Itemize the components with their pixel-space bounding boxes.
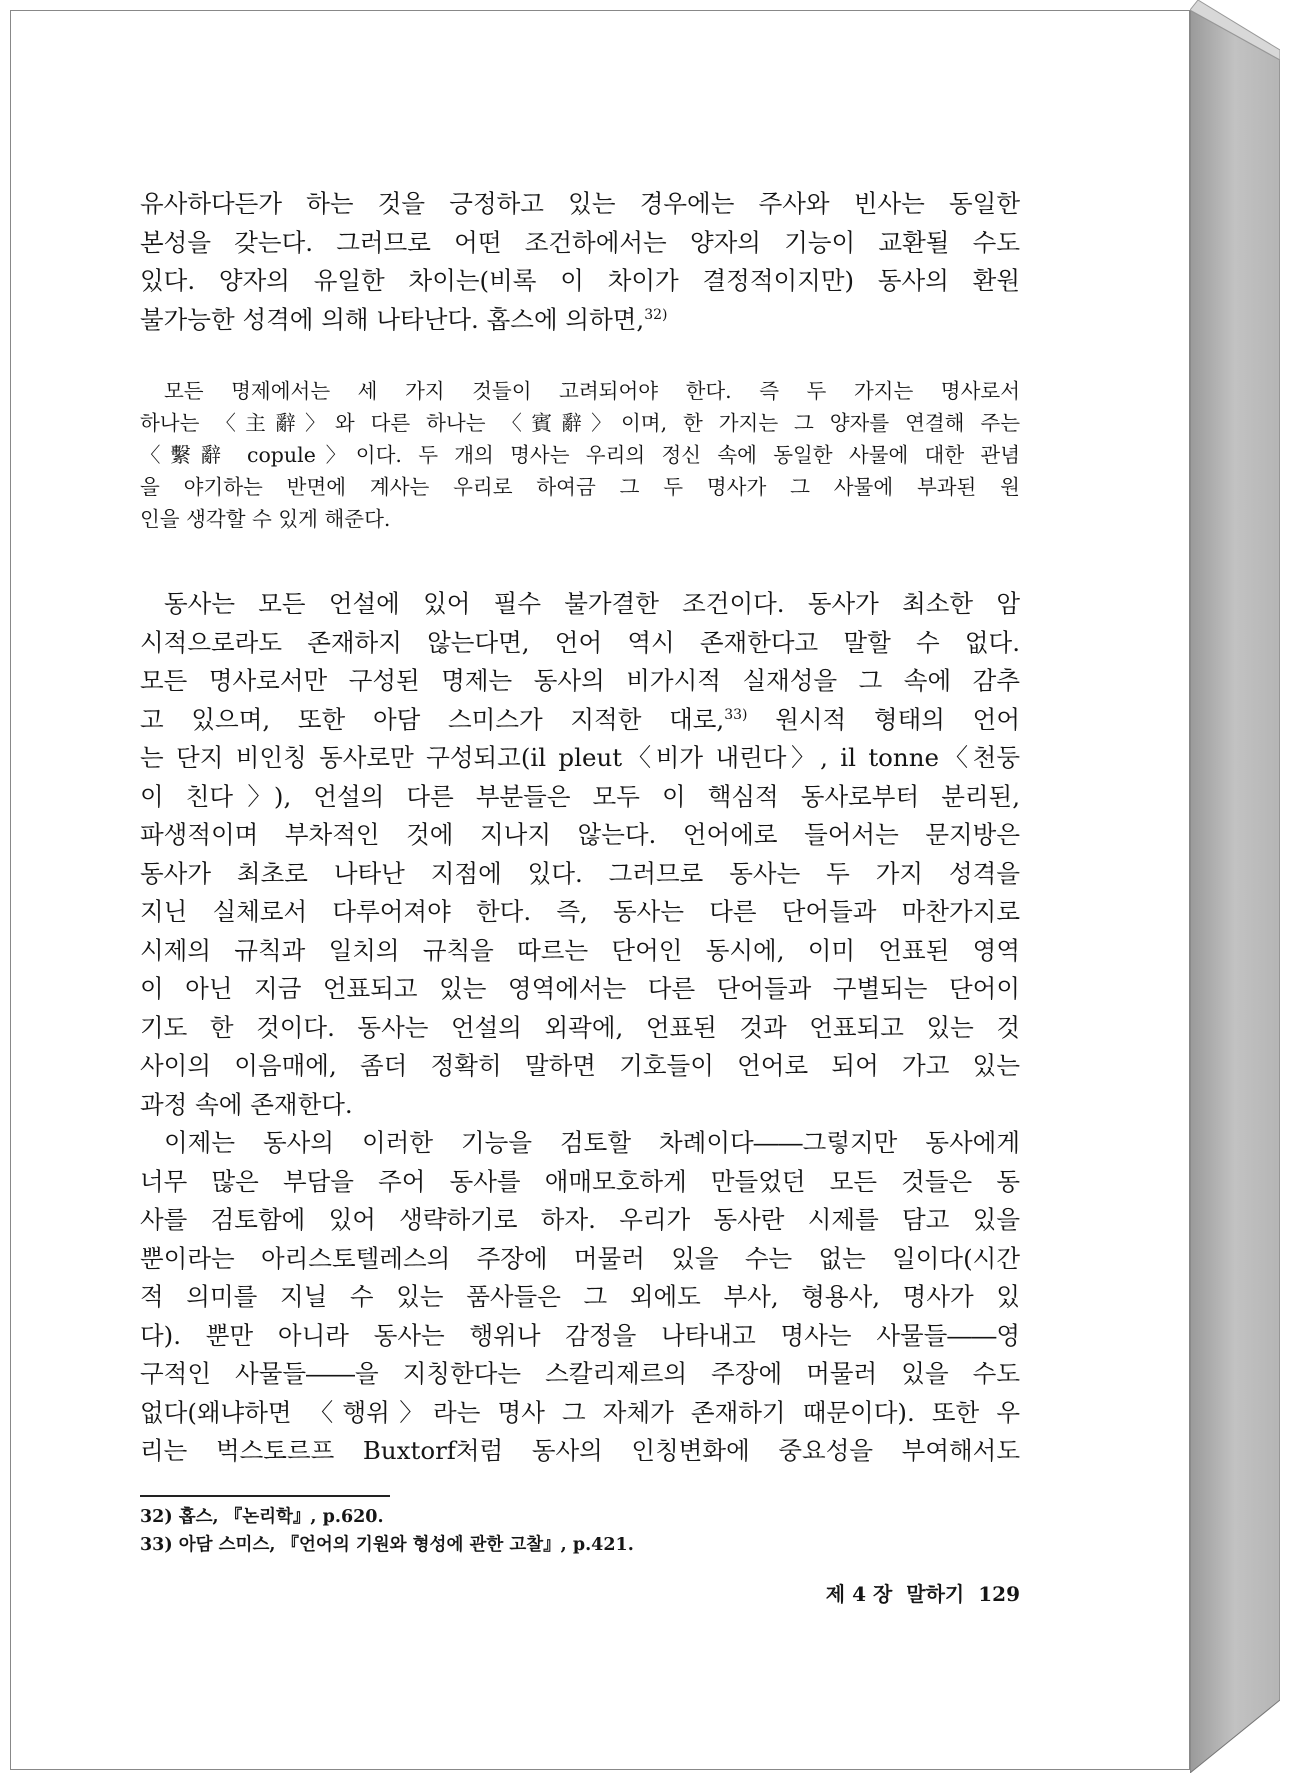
text-line: 뿐이라는 아리스토텔레스의 주장에 머물러 있을 수는 없는 일이다(시간 <box>140 1243 1020 1273</box>
footnote-32: 32) 홉스, 『논리학』, p.620. <box>140 1507 384 1527</box>
text-line: 본성을 갖는다. 그러므로 어떤 조건하에서는 양자의 기능이 교환될 수도 <box>140 227 1020 257</box>
page-number: 129 <box>978 1582 1020 1606</box>
quote-line: 인을 생각할 수 있게 해준다. <box>140 507 391 531</box>
text-line: 다). 뿐만 아니라 동사는 행위나 감정을 나타내고 명사는 사물들――영 <box>140 1320 1020 1350</box>
quote-line: 〈繫辭 copule〉이다. 두 개의 명사는 우리의 정신 속에 동일한 사물에 대한 관념 <box>140 443 1020 467</box>
text-line-content: 원시적 형태의 언어 <box>775 704 1020 734</box>
text-line <box>140 301 1020 340</box>
chapter-label: 제 4 장 <box>825 1582 893 1606</box>
text-line: 과정 속에 존재한다. <box>140 1089 353 1119</box>
chapter-title: 말하기 <box>906 1582 965 1606</box>
text-line: 유사하다든가 하는 것을 긍정하고 있는 경우에는 주사와 빈사는 동일한 <box>140 189 1020 218</box>
text-line: 너무 많은 부담을 주어 동사를 애매모호하게 만들었던 모든 것들은 동 <box>140 1166 1020 1196</box>
paragraph-1 <box>140 185 1020 339</box>
text-line: 동사는 모든 언설에 있어 필수 불가결한 조건이다. 동사가 최소한 암 <box>164 589 1020 618</box>
footnotes <box>140 1495 634 1559</box>
text-line: 이 아닌 지금 언표되고 있는 영역에서는 다른 단어들과 구별되는 단어이 <box>140 974 1020 1003</box>
book-edge-shading <box>1190 0 1280 1773</box>
text-line: 지닌 실체로서 다루어져야 한다. 즉, 동사는 다른 단어들과 마찬가지로 <box>140 897 1020 926</box>
text-line: 모든 명사로서만 구성된 명제는 동사의 비가시적 실재성을 그 속에 감추 <box>140 666 1020 695</box>
text-line: 시제의 규칙과 일치의 규칙을 따르는 단어인 동시에, 이미 언표된 영역 <box>140 935 1020 965</box>
block-quote <box>140 375 1020 535</box>
quote-line: 모든 명제에서는 세 가지 것들이 고려되어야 한다. 즉 두 가지는 명사로서 <box>164 379 1020 403</box>
text-line: 적 의미를 지닐 수 있는 품사들은 그 외에도 부사, 형용사, 명사가 있 <box>140 1282 1020 1311</box>
quote-line: 을 야기하는 반면에 계사는 우리로 하여금 그 두 명사가 그 사물에 부과된 원 <box>140 475 1020 499</box>
footnote-marker: 32) <box>644 306 668 323</box>
text-line: 구적인 사물들――을 지칭한다는 스칼리제르의 주장에 머물러 있을 수도 <box>140 1359 1020 1388</box>
footnote-33: 33) 아담 스미스, 『언어의 기원와 형성에 관한 고찰』, p.421. <box>140 1535 634 1555</box>
text-line: 는 단지 비인칭 동사로만 구성되고(il pleut〈비가 내린다〉, il tonne〈천둥 <box>140 743 1020 772</box>
text-line: 사이의 이음매에, 좀더 정확히 말하면 기호들이 언어로 되어 가고 있는 <box>140 1051 1020 1080</box>
text-line: 동사가 최초로 나타난 지점에 있다. 그러므로 동사는 두 가지 성격을 <box>140 858 1020 888</box>
quote-line: 하나는 〈主辭〉와 다른 하나는 〈賓辭〉이며, 한 가지는 그 양자를 연결해 주는 <box>140 411 1020 435</box>
paragraph-2 <box>140 585 1020 1124</box>
text-line: 리는 벅스토르프 Buxtorf처럼 동사의 인칭변화에 중요성을 부여해서도 <box>140 1436 1020 1465</box>
text-line: 기도 한 것이다. 동사는 언설의 외곽에, 언표된 것과 언표되고 있는 것 <box>140 1012 1020 1042</box>
text-line: 있다. 양자의 유일한 차이는(비록 이 차이가 결정적이지만) 동사의 환원 <box>140 266 1020 295</box>
text-line: 시적으로라도 존재하지 않는다면, 언어 역시 존재한다고 말할 수 없다. <box>140 627 1020 657</box>
paragraph-3 <box>140 1124 1020 1471</box>
text-line-content: 불가능한 성격에 의해 나타난다. 홉스에 의하면, <box>140 304 645 334</box>
text-line: 사를 검토함에 있어 생략하기로 하자. 우리가 동사란 시제를 담고 있을 <box>140 1205 1020 1234</box>
text-line <box>140 701 1020 740</box>
text-line-content: 고 있으며, 또한 아담 스미스가 지적한 대로, <box>140 704 725 734</box>
text-line: 이 친다〉), 언설의 다른 부분들은 모두 이 핵심적 동사로부터 분리된, <box>140 781 1020 811</box>
footnote-marker: 33) <box>724 706 748 723</box>
text-line: 파생적이며 부차적인 것에 지나지 않는다. 언어에로 들어서는 문지방은 <box>140 820 1020 849</box>
running-footer <box>720 1578 1020 1607</box>
text-line: 이제는 동사의 이러한 기능을 검토할 차례이다――그렇지만 동사에게 <box>164 1128 1020 1157</box>
text-line: 없다(왜냐하면 〈행위〉라는 명사 그 자체가 존재하기 때문이다). 또한 우 <box>140 1397 1020 1427</box>
